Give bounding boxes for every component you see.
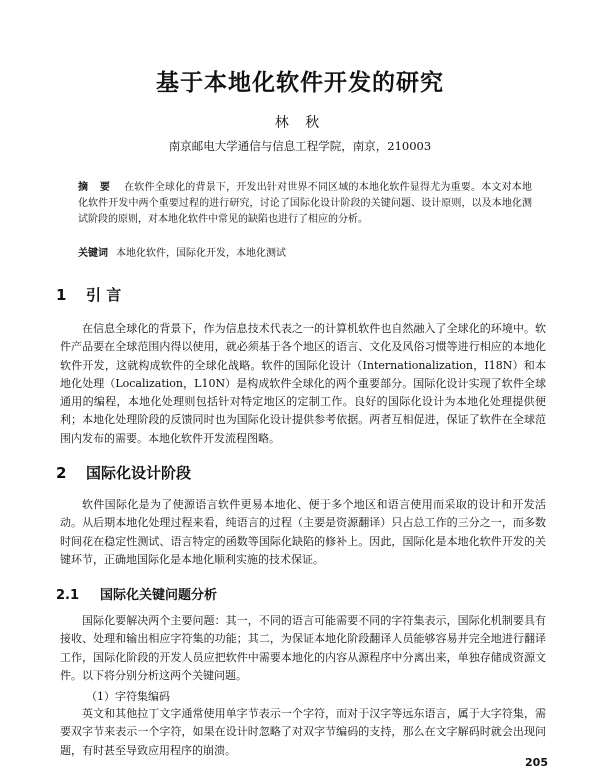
- subsection-title: 国际化关键问题分析: [100, 588, 218, 603]
- keywords-block: [78, 246, 532, 262]
- section-title: 国际化设计阶段: [86, 464, 192, 482]
- section-number: 1: [56, 286, 67, 304]
- subsection-number: 2.1: [56, 588, 80, 603]
- abstract-label: 摘 要: [78, 182, 115, 193]
- paper-title: 基于本地化软件开发的研究: [156, 70, 444, 96]
- section-title: 引 言: [86, 286, 122, 304]
- abstract-block: [78, 180, 532, 228]
- list-item-paragraph: 英文和其他拉丁文字通常使用单字节表示一个字符，而对于汉字等远东语言，属于大字符集，需要双字节来表示一个字符，如果在设计时忽略了对双字节编码的支持，那么在文字解码时就会出现问题，有时甚至导致应用程序的崩溃。: [60, 707, 546, 757]
- author-name: 林 秋: [274, 115, 326, 131]
- section-heading-2: [56, 462, 191, 483]
- subsection-2-1-paragraph: 国际化要解决两个主要问题：其一，不同的语言可能需要不同的字符集表示，国际化机制要具有接收、处理和输出相应字符集的功能；其二，为保证本地化阶段翻译人员能够容易并完全地进行翻译工作，国际化阶段的开发人员应把软件中需要本地化的内容从源程序中分离出来，单独存储成资源文件。以下将分别分析这两个关键问题。: [60, 614, 546, 682]
- subsection-heading-2-1: [56, 584, 217, 603]
- section-number: 2: [56, 464, 67, 482]
- abstract-text: 在软件全球化的背景下，开发出针对世界不同区域的本地化软件显得尤为重要。本文对本地化软件开发中两个重要过程的进行研究，讨论了国际化设计阶段的关键问题、设计原则，以及本地化测试阶段的原则，对本地化软件中常见的缺陷也进行了相应的分析。: [78, 182, 533, 225]
- list-item-label: （1）字符集编码: [86, 690, 170, 703]
- keywords-label: 关键词: [78, 248, 108, 259]
- author-affiliation: 南京邮电大学通信与信息工程学院，南京，210003: [168, 139, 432, 153]
- keywords-text: 本地化软件，国际化开发，本地化测试: [116, 248, 286, 259]
- section-2-paragraph: 软件国际化是为了使源语言软件更易本地化、便于多个地区和语言使用而采取的设计和开发活动。从后期本地化处理过程来看，纯语言的过程（主要是资源翻译）只占总工作的三分之一，而多数时间花在稳定性测试、语言特定的函数等国际化缺陷的修补上。因此，国际化是本地化软件开发的关键环节，正确地国际化是本地化顺利实施的技术保证。: [60, 498, 546, 566]
- page-number: 205: [525, 756, 548, 769]
- section-heading-1: [56, 284, 121, 305]
- section-1-paragraph: 在信息全球化的背景下，作为信息技术代表之一的计算机软件也自然融入了全球化的环境中。软件产品要在全球范围内得以使用，就必须基于各个地区的语言、文化及风俗习惯等进行相应的本地化软件开发，这就构成软件的全球化战略。软件的国际化设计（Internationalization，I18N）和本地化处理（Localization，L10N）是构成软件全球化的两个重要部分。国际化设计实现了软件全球通用的编程，本地化处理则包括针对特定地区的定制工作。良好的国际化设计为本地化处理提供便利；本地化处理阶段的反馈同时也为国际化设计提供参考依据。两者互相促进，保证了软件在全球范围内发布的需要。本地化软件开发流程图略。: [60, 322, 546, 445]
